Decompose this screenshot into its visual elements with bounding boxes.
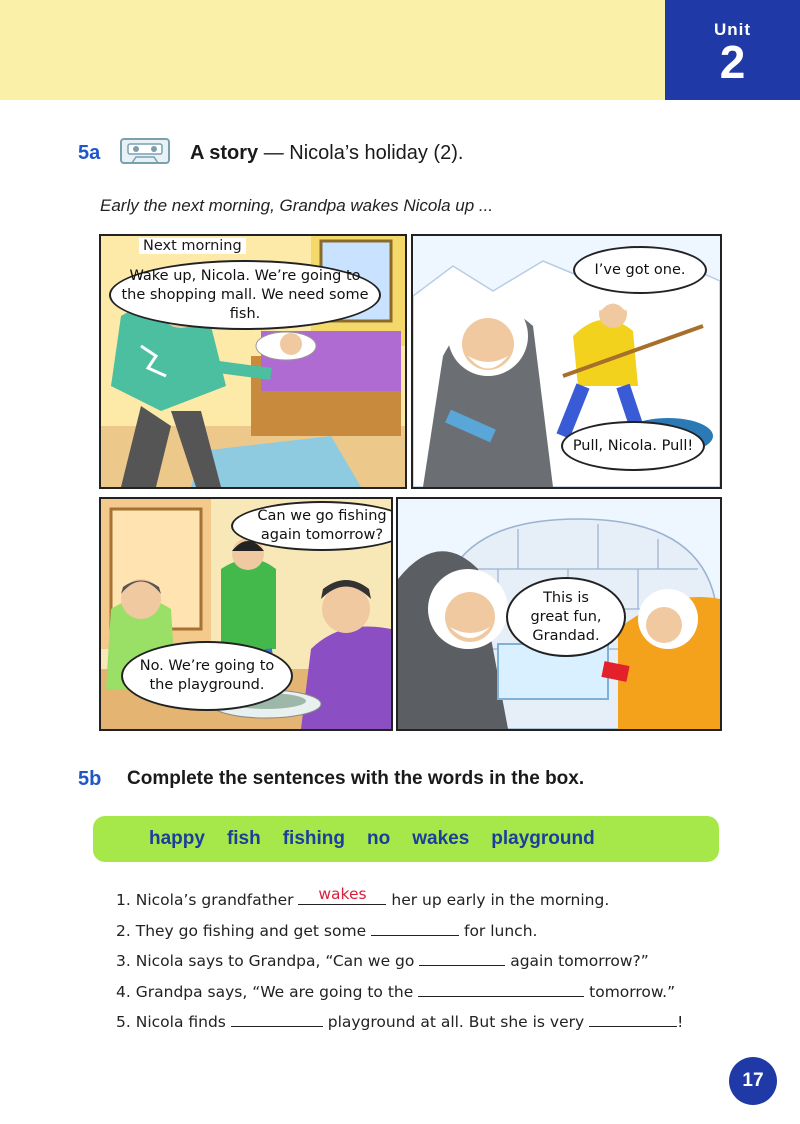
speech-bubble: Wake up, Nicola. We’re going to the shopping mall. We need some fish. [109, 260, 381, 330]
unit-number: 2 [719, 36, 746, 88]
speech-bubble: I’ve got one. [573, 246, 707, 294]
answer-blank[interactable] [419, 947, 505, 966]
sentence-1 [116, 886, 716, 917]
header-band [0, 0, 665, 100]
sentence-text: tomorrow.” [584, 982, 676, 1001]
word-option: fish [226, 828, 261, 849]
word-box [93, 816, 719, 862]
section-5b-header [78, 766, 758, 794]
sentence-5 [116, 1008, 716, 1039]
sentence-text: Nicola finds [135, 1013, 231, 1031]
answer-blank[interactable] [418, 978, 584, 997]
comic-panel-1 [99, 234, 407, 489]
filled-answer: wakes [318, 885, 367, 903]
cassette-tape-icon [118, 136, 172, 166]
comic-panel-2 [411, 234, 722, 489]
sentence-4 [116, 978, 716, 1009]
sentence-text: for lunch. [459, 921, 538, 940]
comic-panel-3 [99, 497, 393, 731]
sentence-text: They go fishing and get some [135, 921, 372, 940]
word-option: happy [149, 828, 205, 849]
speech-bubble: Can we go fishing again tomorrow? [231, 501, 393, 551]
sentence-text: Grandpa says, “We are going to the [135, 982, 419, 1001]
answer-blank[interactable] [589, 1008, 677, 1027]
exercise-instruction: Complete the sentences with the words in the box. [127, 768, 585, 789]
sentence-2 [116, 917, 716, 948]
speech-bubble: No. We’re going to the playground. [121, 641, 293, 711]
sentence-text: playground at all. But she is very [322, 1013, 590, 1031]
sentence-number: 4. [116, 982, 131, 1001]
section-number: 5a [78, 142, 101, 164]
unit-label: Unit [713, 20, 752, 39]
sentence-text: her up early in the morning. [386, 891, 610, 909]
story-intro: Early the next morning, Grandpa wakes Nicola up ... [100, 196, 494, 215]
comic-panel-4 [396, 497, 722, 731]
sentence-text: ! [677, 1013, 684, 1031]
sentence-number: 3. [116, 952, 131, 970]
word-list [149, 828, 617, 850]
speech-bubble: Pull, Nicola. Pull! [561, 421, 705, 471]
comic-caption: Next morning [139, 238, 246, 254]
section-title [190, 142, 463, 165]
sentence-number: 1. [116, 891, 131, 909]
page-number: 17 [729, 1057, 777, 1105]
section-title-rest: — Nicola’s holiday (2). [258, 142, 464, 164]
sentence-number: 2. [116, 921, 131, 940]
section-title-bold: A story [190, 142, 259, 164]
answer-blank[interactable] [298, 886, 386, 905]
speech-bubble: This is great fun, Grandad. [506, 577, 626, 657]
sentence-text: Nicola’s grandfather [135, 891, 299, 909]
section-5a-header [78, 140, 678, 172]
answer-blank[interactable] [231, 1008, 323, 1027]
section-number: 5b [78, 768, 102, 790]
word-option: fishing [282, 828, 346, 849]
unit-tab [665, 0, 800, 100]
word-option: no [367, 828, 391, 849]
answer-blank[interactable] [371, 917, 459, 936]
sentence-3 [116, 947, 716, 978]
sentence-text: Nicola says to Grandpa, “Can we go [135, 952, 420, 970]
sentence-text: again tomorrow?” [505, 952, 649, 970]
sentence-number: 5. [116, 1013, 131, 1031]
word-option: wakes [412, 828, 470, 849]
sentence-list [116, 886, 716, 1039]
word-option: playground [491, 828, 595, 849]
